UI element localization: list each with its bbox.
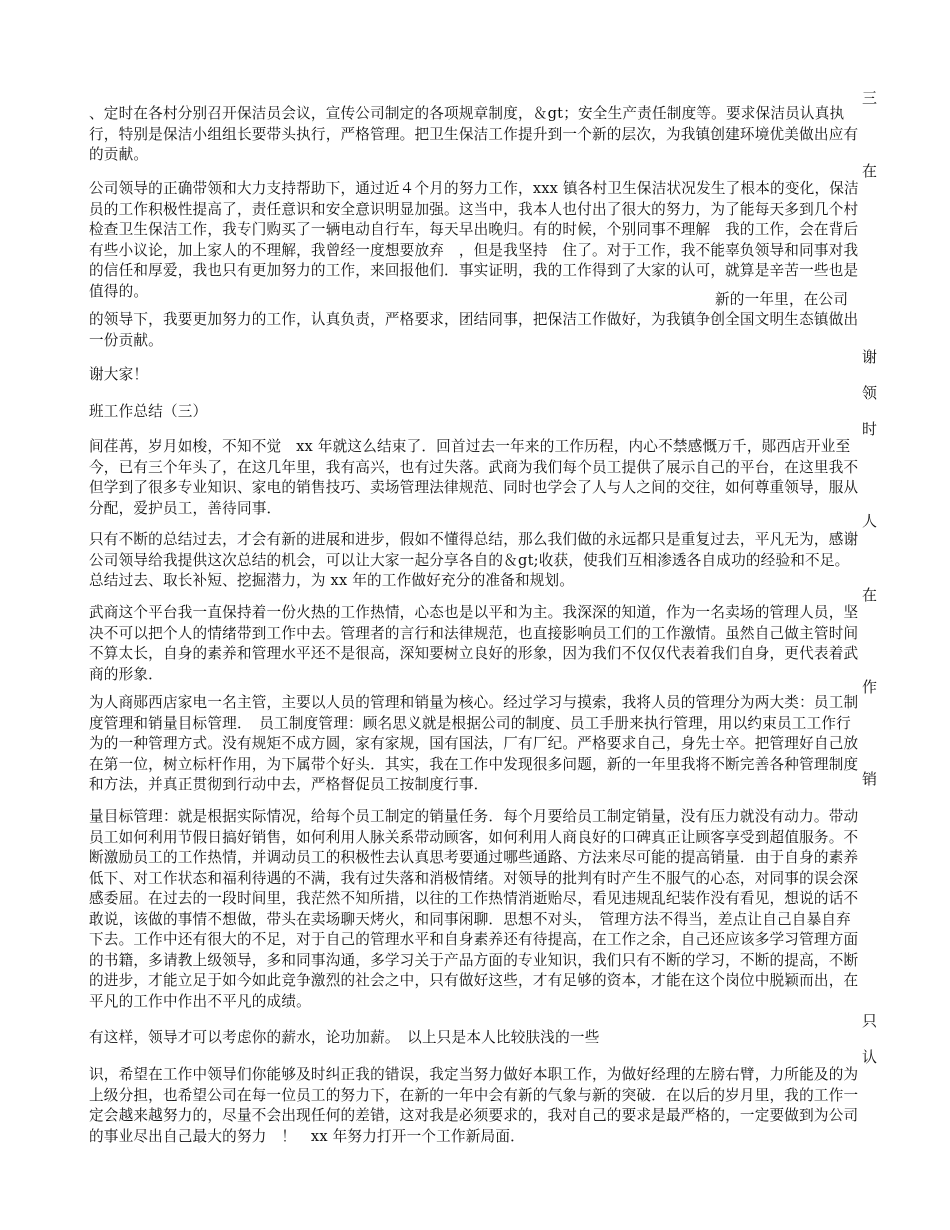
margin-char: 销 [862,770,878,788]
paragraph-11: 有这样，领导才可以考虑你的薪水，论功加薪。 以上只是本人比较肤浅的一些 [89,1029,600,1046]
paragraph-12: 识，希望在工作中领导们你能够及时纠正我的错误，我定当努力做好本职工作，为做好经理的左膀右臂，力所能及的为上级分担，也希望公司在每一位员工的努力下，在新的一年中会有新的气象与新的突破．在以后的岁月里，我的工作一定会越来越努力的，尽量不会出现任何的差错，这对我是必须要求的，我对自己的要求是最严格的，一定要做到为公司的事业尽出自己最大的努力 ！ xx 年努力打开一个工作新局面． [89,1066,859,1145]
margin-char: 在 [862,586,878,604]
paragraph-1: 、定时在各村分别召开保洁员会议，宣传公司制定的各项规章制度，＆gt；安全生产责任制度等。要求保洁员认真执行，特别是保洁小组组长要带头执行，严格管理。把卫生保洁工作提升到一个新的层次，为我镇创建环境优美做出应有的贡献。 [89,105,859,163]
paragraph-3-start: 新的一年里，在公司 [715,291,849,308]
paragraph-8: 武商这个平台我一直保持着一份火热的工作热情，心态也是以平和为主。我深深的知道，作为一名卖场的管理人员，坚决不可以把个人的情绪带到工作中去。管理者的言行和法律规范，也直接影响员工们的工作激情。虽然自己做主管时间不算太长，自身的素养和管理水平还不是很高，深知要树立良好的形象，因为我们不仅仅代表着我们自身，更代表着武商的形象． [89,604,859,683]
paragraph-2: 公司领导的正确带领和大力支持帮助下，通过近４个月的努力工作，xxx 镇各村卫生保洁状况发生了根本的变化，保洁员的工作积极性提高了，责任意识和安全意识明显加强。这当中，我本人也付出了很大的努力，为了能每天多到几个村检查卫生保洁工作，我专门购买了一辆电动自行车，每天早出晚归。有的时候，个别同事不理解 我的工作，会在背后有些小议论，加上家人的不理解，我曾经一度想要放弃 ，但是我坚持 住了。对于工作，我不能辜负领导和同事对我的信任和厚爱，我也只有更加努力的工作，来回报他们．事实证明，我的工作得到了大家的认可，就算是辛苦一些也是值得的。 [89,180,859,300]
margin-char: 作 [862,678,878,696]
margin-char: 领 [862,384,878,402]
margin-char: 人 [862,512,878,530]
paragraph-7: 只有不断的总结过去，才会有新的进展和进步，假如不懂得总结，那么我们做的永远都只是重复过去，平凡无为，感谢公司领导给我提供这次总结的机会，可以让大家一起分享各自的＆gt;收获，使我们互相渗透各自成功的经验和不足。总结过去、取长补短、挖掘潜力，为 xx 年的工作做好充分的准备和规划。 [89,531,859,589]
margin-char: 谢 [862,348,878,366]
margin-char: 认 [862,1048,878,1066]
paragraph-6: 间荏苒，岁月如梭，不知不觉 xx 年就这么结束了．回首过去一年来的工作历程，内心不禁感慨万千，郧西店开业至今，已有三个年头了，在这几年里，我有高兴，也有过失落。武商为我们每个员工提供了展示自己的平台，在这里我不但学到了很多专业知识、家电的销售技巧、卖场管理法律规范、同时也学会了人与人之间的交往，如何尊重领导，服从分配，爱护员工，善待同事． [89,438,859,517]
section-title: 班工作总结（三） [89,403,208,420]
paragraph-9: 为人商郧西店家电一名主管，主要以人员的管理和销量为核心。经过学习与摸索，我将人员的管理分为两大类：员工制度管理和销量目标管理． 员工制度管理：顾名思义就是根据公司的制度、员工手册来执行管理，用以约束员工工作行为的一种管理方式。没有规矩不成方圆，家有家规，国有国法，厂有厂纪。严格要求自己，身先士卒。把管理好自己放在第一位，树立标杆作用，为下属带个好头．其实，我在工作中发现很多问题，新的一年里我将不断完善各种管理制度和方法，并真正贯彻到行动中去，严格督促员工按制度行事． [89,694,859,793]
margin-char: 时 [862,420,878,438]
margin-char: 在 [862,162,878,180]
paragraph-4: 谢大家！ [89,366,149,383]
margin-char: 三 [862,89,878,107]
paragraph-10: 量目标管理：就是根据实际情况，给每个员工制定的销量任务．每个月要给员工制定销量，没有压力就没有动力。带动员工如何利用节假日搞好销售，如何利用人脉关系带动顾客，如何利用人商良好的口碑真正让顾客享受到超值服务。不断激励员工的工作热情，并调动员工的积极性去认真思考要通过哪些通路、方法来尽可能的提高销量．由于自身的素养低下、对工作状态和福利待遇的不满，我有过失落和消极情绪。对领导的批判有时产生不服气的心态，对同事的误会深感委屈。在过去的一段时间里，我茫然不知所措，以往的工作热情消逝贻尽，看见违规乱纪装作没有看见，想说的话不敢说，该做的事情不想做，带头在卖场聊天烤火，和同事闲聊．思想不对头， 管理方法不得当，差点让自己自暴自弃下去。工作中还有很大的不足，对于自己的管理水平和自身素养还有待提高，在工作之余，自己还应该多学习管理方面的书籍，多请教上级领导，多和同事沟通，多学习关于产品方面的专业知识，我们只有不断的学习，不断的提高，不断的进步，才能立足于如今如此竞争激烈的社会之中，只有做好这些，才有足够的资本，才能在这个岗位中脱颖而出，在平凡的工作中作出不平凡的成绩。 [89,808,859,1010]
paragraph-3: 的领导下，我要更加努力的工作，认真负责，严格要求，团结同事，把保洁工作做好，为我镇争创全国文明生态镇做出一份贡献。 [89,311,859,349]
margin-char: 只 [862,1012,878,1030]
